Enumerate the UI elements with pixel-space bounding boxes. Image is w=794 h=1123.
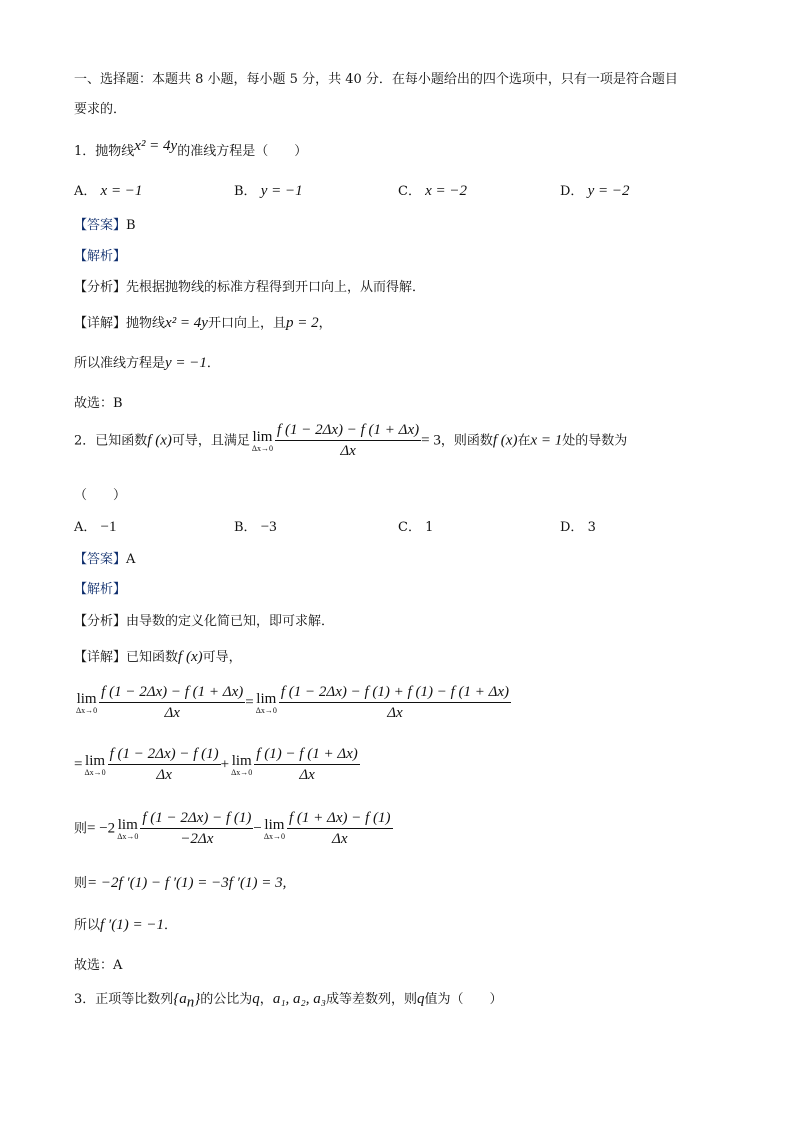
q2-eq-1: lim Δx→0 $\frac{f (1 - 2\Delta x) - f (1 + \Delta x)}{\Delta x}$ = lim Δx→0 $\frac{f (1 - 2\Delta x) - f (1) + f (1) - f (1 + \Delta x)}{\Delta x}$	[76, 684, 510, 721]
q2-lim: lim Δx→0	[251, 428, 274, 453]
q2-option-a: A． −1	[74, 519, 117, 535]
q2-fenxi: 【分析】由导数的定义化简已知，即可求解．	[74, 614, 335, 629]
q2-eq-4: 则= −2f ′(1) − f ′(1) = −3f ′(1) = 3,	[74, 875, 287, 891]
q2-answer: 【答案】A	[74, 552, 136, 567]
q2-option-c: C． 1	[398, 520, 434, 535]
q1-analysis-tag: 【解析】	[74, 249, 127, 264]
q2-analysis-tag: 【解析】	[74, 582, 127, 597]
q2-eq-2: = lim Δx→0 $\frac{f (1 - 2\Delta x) - f (1)}{\Delta x}$ + lim Δx→0 $\frac{f (1) - f (1 + \Delta x)}{\Delta x}$	[74, 746, 358, 783]
q1-option-c: C． x = −2	[398, 183, 467, 199]
section-title-line1: 一、选择题：本题共 8 小题，每小题 5 分，共 40 分．在每小题给出的四个选项中，只有一项是符合题目	[74, 72, 678, 87]
q1-option-d: D． y = −2	[560, 183, 630, 199]
q1-line2: 所以准线方程是y = −1．	[74, 355, 220, 371]
q1-option-b: B． y = −1	[234, 183, 303, 199]
q2-option-d: D． 3	[560, 520, 596, 535]
q1-answer: 【答案】B	[74, 218, 136, 233]
q1-choose: 故选：B	[74, 396, 123, 411]
q2-eq-3: 则= −2 lim Δx→0 $\frac{f (1 - 2\Delta x) - f (1)}{-2\Delta x}$ − lim Δx→0 $\frac{f (1 + \Delta x) - f (1)}{\Delta x}$	[74, 810, 391, 847]
q2-xiangjie: 【详解】已知函数f (x)可导，	[74, 649, 242, 665]
section-title-line2: 要求的．	[74, 102, 127, 117]
q1-fenxi: 【分析】先根据抛物线的标准方程得到开口向上，从而得解．	[74, 280, 426, 295]
q2-result: 所以f ′(1) = −1．	[74, 917, 177, 933]
q3-stem: 3．正项等比数列$\{a_n\}$的公比为q，a₁, a₂, a₃成等差数列，则q值为（ ）	[74, 991, 503, 1011]
q1-stem-math: x² = 4y	[134, 138, 178, 154]
q1-option-a: A． x = −1	[74, 183, 143, 199]
q1-xiangjie: 【详解】抛物线x² = 4y开口向上，且p = 2，	[74, 315, 332, 331]
q2-choose: 故选：A	[74, 958, 123, 973]
q1-stem: 1．抛物线x² = 4y的准线方程是（ ）	[74, 138, 308, 159]
q2-paren: （ ）	[74, 488, 127, 503]
q2-option-b: B． −3	[234, 519, 277, 535]
q2-fraction: $\frac{f (1 - 2\Delta x) - f (1 + \Delta x)}{\Delta x}$	[277, 422, 420, 459]
q2-stem: 2．已知函数f (x)可导，且满足 lim Δx→0 $\frac{f (1 - 2\Delta x) - f (1 + \Delta x)}{\Delta x}$ = 3，则函数f (x)在x = 1处的导数为	[74, 422, 628, 459]
